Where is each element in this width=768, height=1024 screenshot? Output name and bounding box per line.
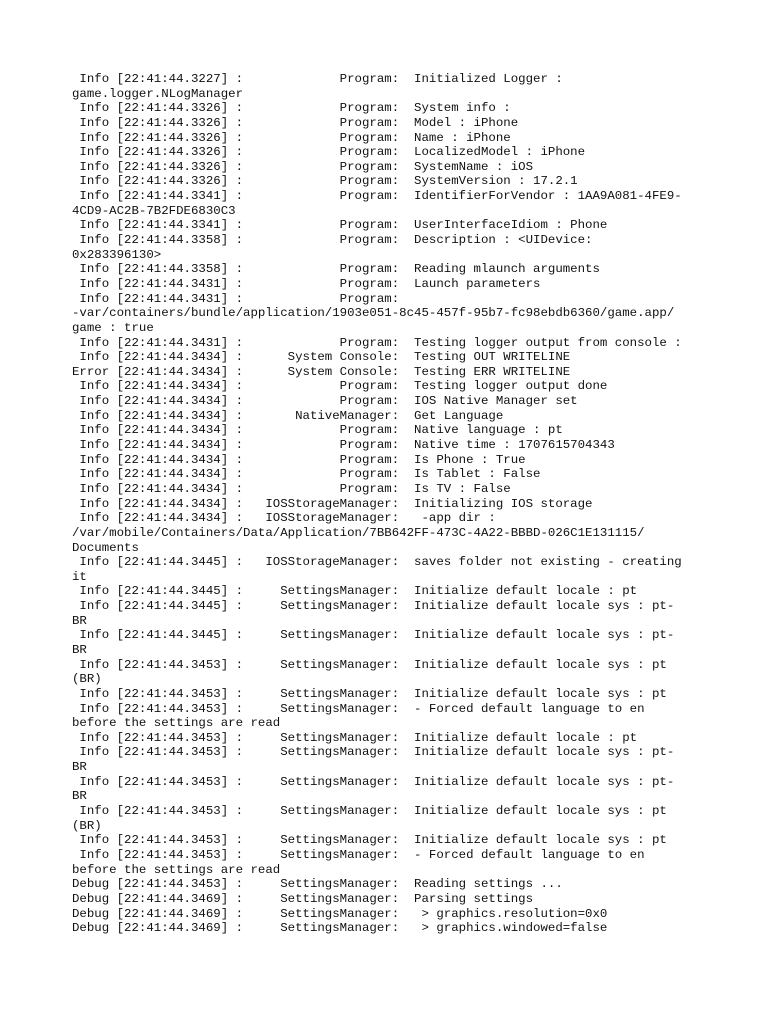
log-line: Info [22:41:44.3431] : Program: bbox=[72, 291, 400, 306]
log-line: Info [22:41:44.3434] : Program: IOS Native Manager set bbox=[72, 394, 578, 409]
log-line: BR bbox=[72, 789, 87, 804]
log-line: Info [22:41:44.3358] : Program: Description : <UIDevice: bbox=[72, 233, 593, 248]
log-line: Info [22:41:44.3453] : SettingsManager: Initialize default locale sys : pt bbox=[72, 686, 667, 701]
log-line: Info [22:41:44.3453] : SettingsManager: Initialize default locale sys : pt- bbox=[72, 774, 675, 789]
log-line: Info [22:41:44.3431] : Program: Launch parameters bbox=[72, 276, 541, 291]
log-line: Info [22:41:44.3326] : Program: System info : bbox=[72, 101, 511, 116]
log-line: Info [22:41:44.3358] : Program: Reading mlaunch arguments bbox=[72, 262, 600, 277]
log-line: Info [22:41:44.3434] : Program: Native language : pt bbox=[72, 423, 563, 438]
log-line: Info [22:41:44.3453] : SettingsManager: Initialize default locale sys : pt bbox=[72, 804, 667, 819]
log-line: Info [22:41:44.3326] : Program: Name : iPhone bbox=[72, 130, 511, 145]
log-line: (BR) bbox=[72, 672, 102, 687]
log-line: Info [22:41:44.3453] : SettingsManager: Initialize default locale : pt bbox=[72, 730, 638, 745]
log-line: Info [22:41:44.3434] : NativeManager: Get Language bbox=[72, 408, 504, 423]
log-line: Info [22:41:44.3453] : SettingsManager: Initialize default locale sys : pt- bbox=[72, 745, 675, 760]
log-line: Info [22:41:44.3434] : Program: Is Phone : True bbox=[72, 452, 526, 467]
log-line: Info [22:41:44.3341] : Program: IdentifierForVendor : 1AA9A081-4FE9- bbox=[72, 189, 682, 204]
log-line: Info [22:41:44.3434] : Program: Testing logger output done bbox=[72, 379, 608, 394]
log-line: Info [22:41:44.3453] : SettingsManager: - Forced default language to en bbox=[72, 847, 645, 862]
log-line: (BR) bbox=[72, 818, 102, 833]
log-line: it bbox=[72, 569, 87, 584]
log-line: before the settings are read bbox=[72, 862, 281, 877]
log-line: Info [22:41:44.3453] : SettingsManager: - Forced default language to en bbox=[72, 701, 645, 716]
log-line: Info [22:41:44.3434] : IOSStorageManager: -app dir : bbox=[72, 511, 496, 526]
log-line: Documents bbox=[72, 540, 139, 555]
log-line: Info [22:41:44.3341] : Program: UserInterfaceIdiom : Phone bbox=[72, 218, 608, 233]
log-line: Debug [22:41:44.3453] : SettingsManager: Reading settings ... bbox=[72, 877, 563, 892]
log-line: Info [22:41:44.3434] : Program: Is Tablet : False bbox=[72, 467, 541, 482]
log-line: Info [22:41:44.3434] : Program: Is TV : False bbox=[72, 481, 511, 496]
log-line: Info [22:41:44.3445] : SettingsManager: Initialize default locale : pt bbox=[72, 584, 638, 599]
log-line: Debug [22:41:44.3469] : SettingsManager: Parsing settings bbox=[72, 891, 534, 906]
log-line: Info [22:41:44.3453] : SettingsManager: Initialize default locale sys : pt bbox=[72, 657, 667, 672]
log-line: Info [22:41:44.3326] : Program: Model : iPhone bbox=[72, 115, 519, 130]
log-line: Info [22:41:44.3453] : SettingsManager: Initialize default locale sys : pt bbox=[72, 833, 667, 848]
log-line: Info [22:41:44.3434] : Program: Native time : 1707615704343 bbox=[72, 438, 615, 453]
log-line: Info [22:41:44.3326] : Program: SystemName : iOS bbox=[72, 159, 534, 174]
log-line: BR bbox=[72, 613, 87, 628]
log-line: -var/containers/bundle/application/1903e051-8c45-457f-95b7-fc98ebdb6360/game.app/ bbox=[72, 306, 675, 321]
log-line: before the settings are read bbox=[72, 716, 281, 731]
log-document bbox=[72, 72, 702, 936]
log-line: 4CD9-AC2B-7B2FDE6830C3 bbox=[72, 203, 236, 218]
log-line: Info [22:41:44.3434] : IOSStorageManager: Initializing IOS storage bbox=[72, 496, 593, 511]
log-line: Info [22:41:44.3326] : Program: SystemVersion : 17.2.1 bbox=[72, 174, 578, 189]
log-line: game : true bbox=[72, 320, 154, 335]
log-line: Info [22:41:44.3434] : System Console: Testing OUT WRITELINE bbox=[72, 350, 571, 365]
log-line: Debug [22:41:44.3469] : SettingsManager: > graphics.windowed=false bbox=[72, 921, 608, 936]
log-line: /var/mobile/Containers/Data/Application/7BB642FF-473C-4A22-BBBD-026C1E131115/ bbox=[72, 525, 645, 540]
log-line: BR bbox=[72, 760, 87, 775]
log-line: Info [22:41:44.3431] : Program: Testing logger output from console : bbox=[72, 335, 682, 350]
log-line: Info [22:41:44.3445] : IOSStorageManager: saves folder not existing - creating bbox=[72, 555, 682, 570]
log-line: 0x283396130> bbox=[72, 247, 162, 262]
log-line: Error [22:41:44.3434] : System Console: Testing ERR WRITELINE bbox=[72, 364, 571, 379]
log-line: Info [22:41:44.3445] : SettingsManager: Initialize default locale sys : pt- bbox=[72, 599, 675, 614]
log-line: game.logger.NLogManager bbox=[72, 86, 244, 101]
log-line: Debug [22:41:44.3469] : SettingsManager: > graphics.resolution=0x0 bbox=[72, 906, 608, 921]
log-line: Info [22:41:44.3227] : Program: Initialized Logger : bbox=[72, 72, 563, 86]
log-line: Info [22:41:44.3445] : SettingsManager: Initialize default locale sys : pt- bbox=[72, 628, 675, 643]
log-line: Info [22:41:44.3326] : Program: LocalizedModel : iPhone bbox=[72, 145, 586, 160]
log-line: BR bbox=[72, 642, 87, 657]
